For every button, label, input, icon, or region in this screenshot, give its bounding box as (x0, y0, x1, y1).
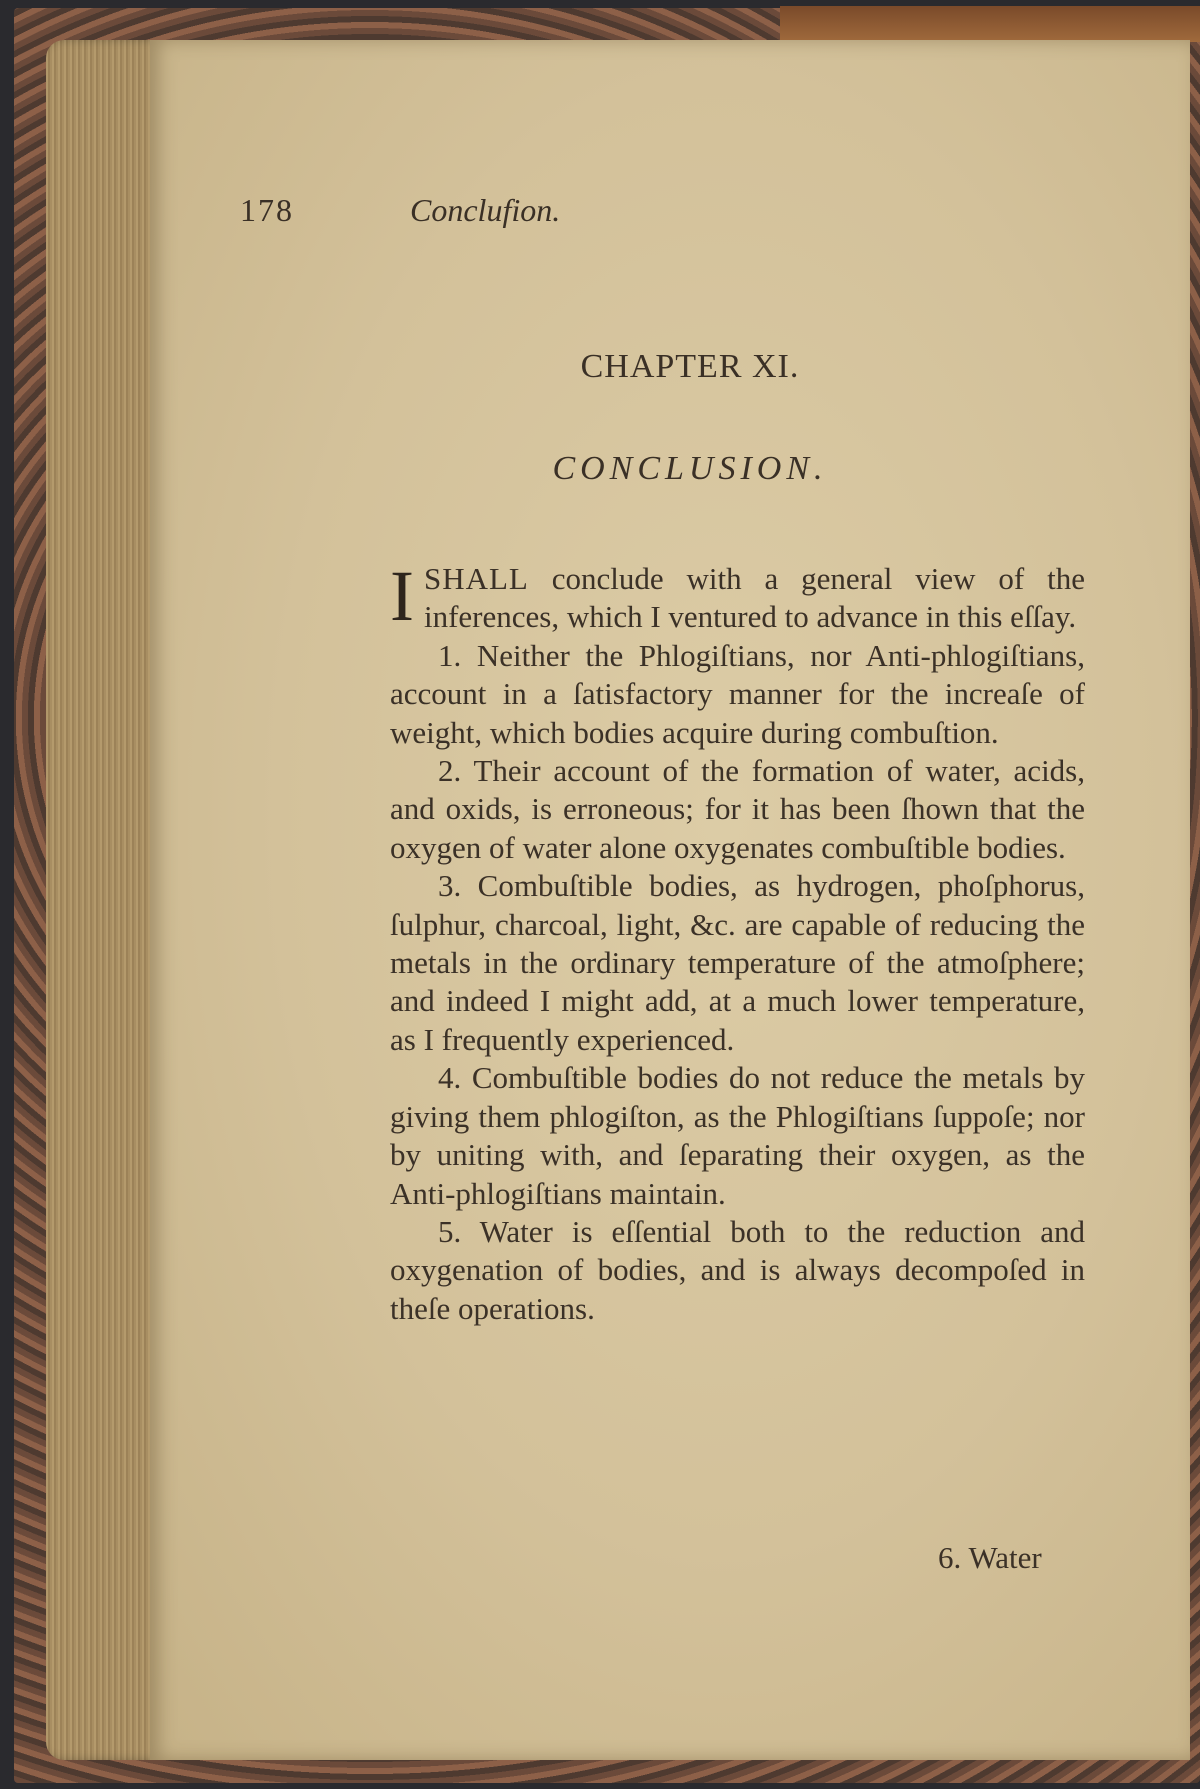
page-edges (46, 40, 166, 1760)
paragraph-2: 2. Their account of the formation of water, acids, and oxids, is erroneous; for it has been ſhown that the oxygen of water alone oxygenates combuſtible bodies. (390, 753, 1085, 865)
paragraph-5: 5. Water is eſſential both to the reduction and oxygenation of bodies, and is always decompoſed in theſe operations. (390, 1213, 1085, 1326)
book-spine-edge (780, 6, 1200, 42)
page-number: 178 (240, 192, 294, 228)
chapter-heading: CHAPTER XI. (580, 348, 800, 385)
intro-lead-word: SHALL (423, 561, 529, 596)
catchword: 6. Water (938, 1540, 1042, 1575)
paragraph-4: 4. Combuſtible bodies do not reduce the metals by giving them phlogiſton, as the Phlogiſtians ſuppoſe; nor by uniting with, and ſeparating their oxygen, as the Anti-phlogiſtians maintain. (390, 1060, 1085, 1211)
paragraph-1: 1. Neither the Phlogiſtians, nor Anti-phlogiſtians, account in a ſatisfactory manner for the increaſe of weight, which bodies acquire during combuſtion. (390, 637, 1085, 750)
chapter-title: CONCLUSION. (552, 450, 828, 487)
body-text (390, 556, 1085, 1328)
running-title: Conclufion. (410, 192, 561, 228)
intro-text: conclude with a general view of the inferences, which I ventured to advance in this eſſay. (423, 561, 1085, 635)
intro-paragraph (390, 556, 1085, 637)
running-head (240, 192, 840, 232)
paragraph-3: 3. Combuſtible bodies, as hydrogen, phoſphorus, ſulphur, charcoal, light, &c. are capable of reducing the metals in the ordinary temperature of the atmoſphere; and indeed I might add, at a much lower temperature, as I frequently experienced. (390, 868, 1085, 1057)
drop-cap: I (390, 556, 414, 636)
